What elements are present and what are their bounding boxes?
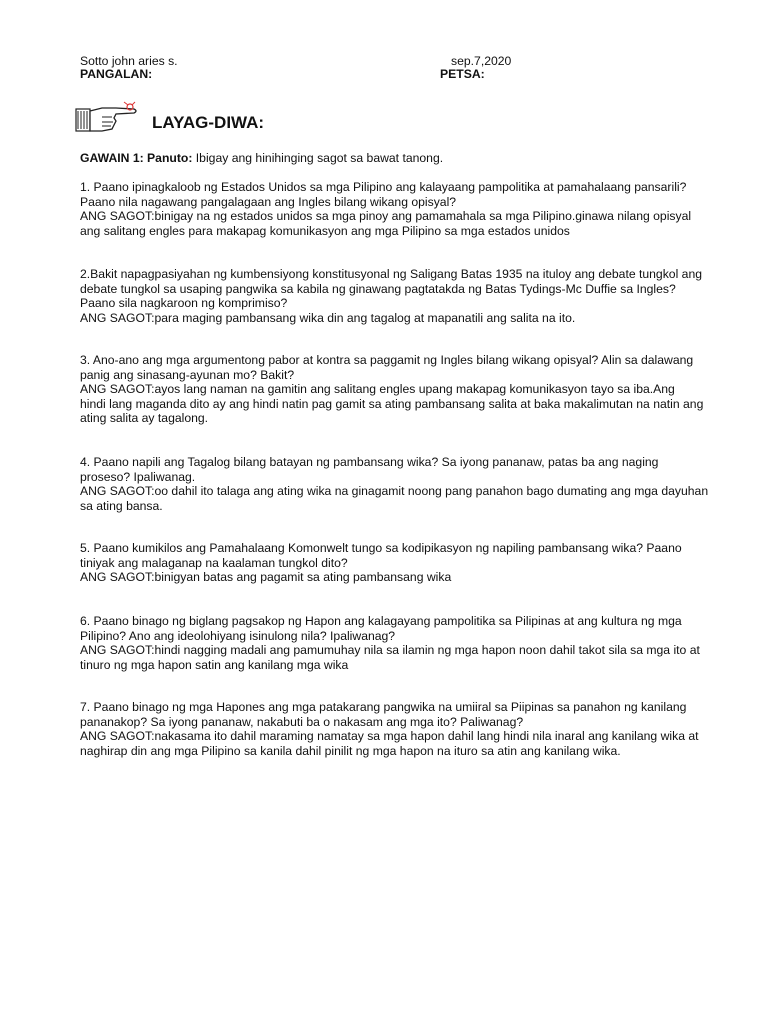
instruction-label: GAWAIN 1: Panuto: xyxy=(80,151,193,165)
text-line: naghirap din ang mga Pilipino sa kanila dahil pinilit ng mga hapon na ituro sa atin ang kanilang wika. xyxy=(80,743,621,758)
text-line: 2.Bakit napagpasiyahan ng kumbensiyong konstitusyonal ng Saligang Batas 1935 na ituloy ang debate tungkol ang xyxy=(80,267,703,281)
text-line: ANG SAGOT:hindi nagging madali ang pamumuhay nila sa ilamin ng mga hapon noon dahil takot sila sa mga ito at xyxy=(80,643,700,658)
student-name: Sotto john aries s. xyxy=(80,54,178,68)
text-line: Pilipino? Ano ang ideolohiyang isinulong nila? Ipaliwanag? xyxy=(80,628,396,643)
text-line: ANG SAGOT:binigyan batas ang pagamit sa ating pambansang wika xyxy=(80,570,452,585)
text-line: 6. Paano binago ng biglang pagsakop ng Hapon ang kalagayang pampolitika sa Pilipinas at ang kultura ng mga xyxy=(80,614,682,628)
pointing-hand-icon xyxy=(72,99,142,139)
question-5 xyxy=(80,541,740,585)
question-4 xyxy=(80,455,740,513)
question-2 xyxy=(80,267,740,325)
text-line: ang salitang engles para makapag komunikasyon ang mga Pilipino sa mga estados unidos xyxy=(80,223,570,238)
text-line: 1. Paano ipinagkaloob ng Estados Unidos sa mga Pilipino ang kalayaang pampolitika at pamahalaang pansarili? xyxy=(80,180,687,194)
text-line: 4. Paano napili ang Tagalog bilang batayan ng pambansang wika? Sa iyong pananaw, patas ba ang naging xyxy=(80,455,659,469)
date-value: sep.7,2020 xyxy=(451,54,512,68)
text-line: ANG SAGOT:ayos lang naman na gamitin ang salitang engles upang makapag komunikasyon tayo sa iba.Ang xyxy=(80,382,675,397)
text-line: 7. Paano binago ng mga Hapones ang mga patakarang pangwika na umiiral sa Piipinas sa panahon ng kanilang xyxy=(80,700,687,714)
name-label: PANGALAN: xyxy=(80,67,153,81)
text-line: ating salita ay tagalong. xyxy=(80,411,209,426)
text-line: debate tungkol sa usaping pangwika sa kabila ng ginawang pagtatakda ng Batas Tydings-Mc Duffie sa Ingles? xyxy=(80,281,676,296)
worksheet-title: LAYAG-DIWA: xyxy=(152,113,265,132)
question-1 xyxy=(80,180,740,238)
text-line: ANG SAGOT:nakasama ito dahil maraming namatay sa mga hapon dahil lang hindi nila inaral ang kanilang wika at xyxy=(80,729,699,744)
question-3 xyxy=(80,353,740,426)
text-line: hindi lang maganda dito ay ang hindi natin pag gamit sa ating pambansang salita at baka makalimutan na natin ang xyxy=(80,396,704,411)
text-line: Paano sila nagkaroon ng komprimiso? xyxy=(80,296,288,311)
text-line: tinuro ng mga hapon satin ang kanilang mga wika xyxy=(80,657,349,672)
text-line: sa ating bansa. xyxy=(80,498,163,513)
instruction-text: Ibigay ang hinihinging sagot sa bawat tanong. xyxy=(195,151,444,165)
text-line: pananakop? Sa iyong pananaw, nakabuti ba o nakasam ang mga ito? Paliwanag? xyxy=(80,714,524,729)
text-line: tiniyak ang malaganap na kaalaman tungkol dito? xyxy=(80,555,348,570)
question-7 xyxy=(80,700,740,758)
text-line: ANG SAGOT:oo dahil ito talaga ang ating wika na ginagamit noong pang panahon bago dumating ang mga dayuhan xyxy=(80,484,709,499)
text-line: 3. Ano-ano ang mga argumentong pabor at kontra sa paggamit ng Ingles bilang wikang opisyal? Alin sa dalawang xyxy=(80,353,694,367)
instruction xyxy=(80,151,443,166)
question-6 xyxy=(80,614,740,672)
text-line: proseso? Ipaliwanag. xyxy=(80,469,196,484)
text-line: ANG SAGOT:binigay na ng estados unidos sa mga pinoy ang pamamahala sa mga Pilipino.ginawa nilang opisyal xyxy=(80,209,692,224)
date-label: PETSA: xyxy=(440,67,485,81)
text-line: panig ang sinasang-ayunan mo? Bakit? xyxy=(80,367,295,382)
text-line: 5. Paano kumikilos ang Pamahalaang Komonwelt tungo sa kodipikasyon ng napiling pambansang wika? Paano xyxy=(80,541,682,555)
text-line: Paano nila nagawang pangalagaan ang Ingles bilang wikang opisyal? xyxy=(80,194,457,209)
text-line: ANG SAGOT:para maging pambansang wika din ang tagalog at mapanatili ang salita na ito. xyxy=(80,310,576,325)
